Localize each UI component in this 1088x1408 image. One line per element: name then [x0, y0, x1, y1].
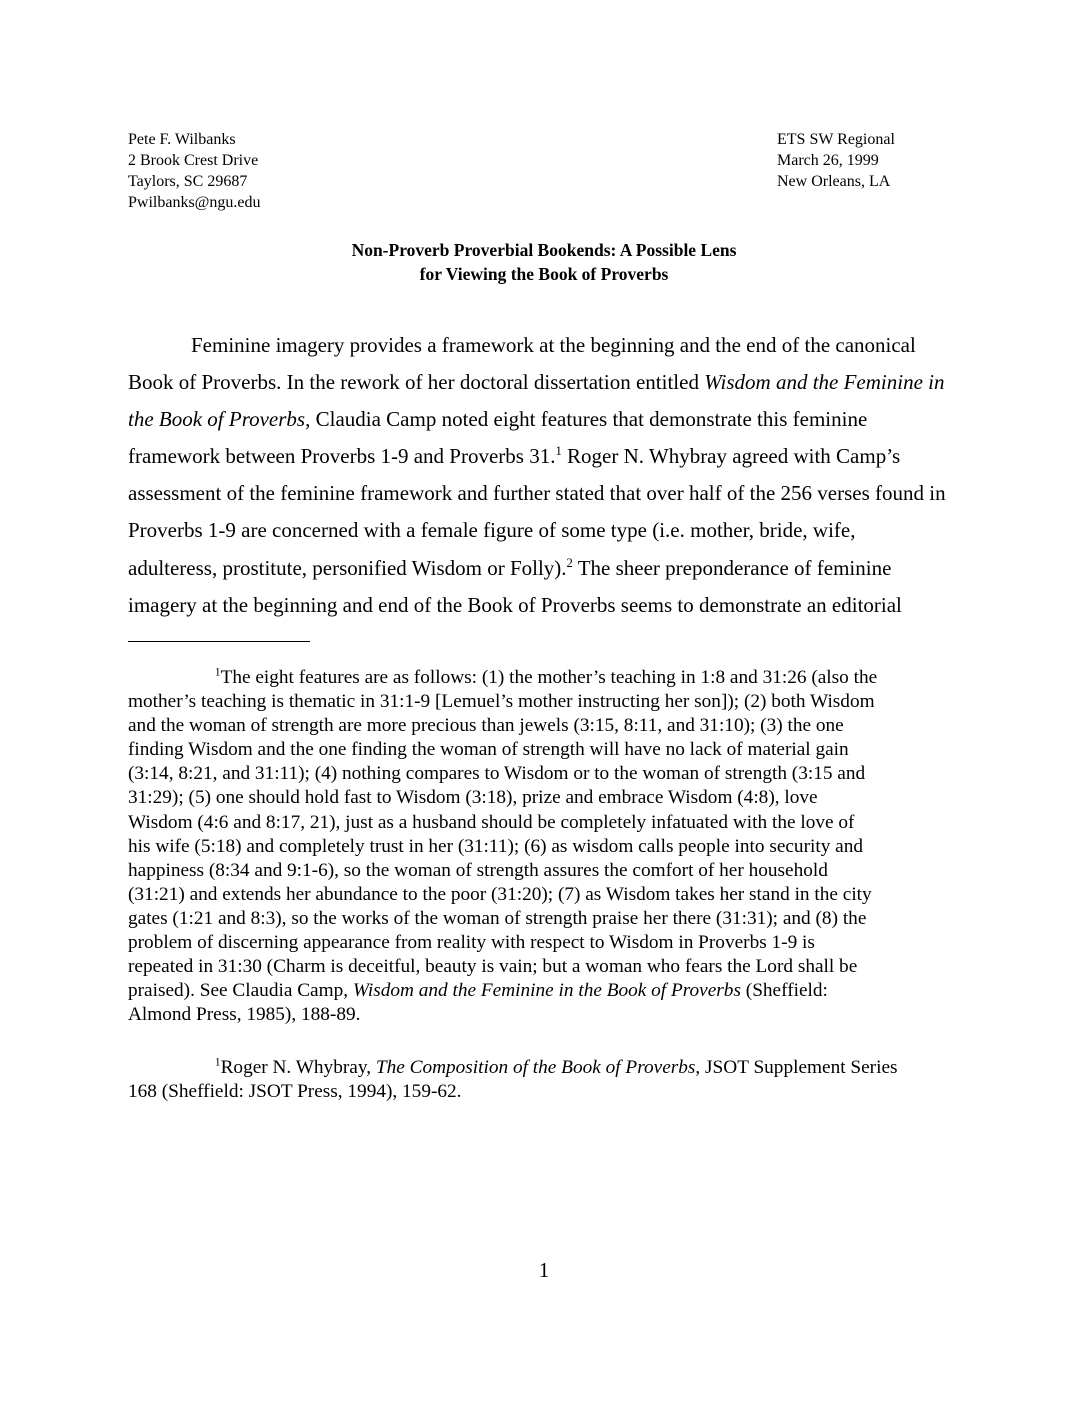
event-location: New Orleans, LA [777, 173, 891, 190]
text-run: (31:21) and extends her abundance to the poor (31:20); (7) as Wisdom takes her stand in the city [128, 883, 872, 905]
text-line [128, 587, 946, 624]
footnote-separator [128, 641, 310, 642]
text-line [128, 364, 946, 401]
text-run: gates (1:21 and 8:3), so the works of the woman of strength praise her there (31:31); and (8) the [128, 907, 867, 929]
text-line [128, 835, 877, 859]
text-line [128, 955, 877, 979]
text-run: praised). See Claudia Camp, [128, 980, 353, 1002]
text-run: Feminine imagery provides a framework at the beginning and the end of the canonical [128, 333, 916, 357]
author-email: Pwilbanks@ngu.edu [128, 194, 261, 211]
author-name: Pete F. Wilbanks [128, 131, 236, 148]
text-line [128, 690, 877, 714]
text-run: Proverbs 1-9 are concerned with a female figure of some type (i.e. mother, bride, wife, [128, 518, 856, 543]
text-line [128, 811, 877, 835]
text-run: The eight features are as follows: (1) the mother’s teaching in 1:8 and 31:26 (also the [220, 667, 878, 688]
text-line [128, 979, 877, 1003]
text-line [128, 512, 946, 549]
text-line [128, 550, 946, 587]
body-paragraph [128, 327, 946, 624]
text-run [128, 1057, 215, 1078]
text-run: , JSOT Supplement Series [695, 1057, 898, 1078]
text-line [128, 1080, 898, 1104]
author-street: 2 Brook Crest Drive [128, 152, 259, 169]
italic-text: Wisdom and the Feminine in the Book of Proverbs [352, 980, 741, 1002]
text-run: adulteress, prostitute, personified Wisdom or Folly). [128, 555, 567, 580]
text-line [128, 931, 877, 955]
title-line: for Viewing the Book of Proverbs [419, 264, 669, 284]
text-run: repeated in 31:30 (Charm is deceitful, beauty is vain; but a woman who fears the Lord shall be [128, 956, 858, 978]
text-line [128, 714, 877, 738]
text-line [128, 438, 946, 475]
text-run: imagery at the beginning and end of the Book of Proverbs seems to demonstrate an editorial [128, 592, 902, 617]
text-run: Roger N. Whybray agreed with Camp’s [561, 444, 901, 469]
footnote-marker: 2 [566, 555, 573, 570]
footnote-1 [128, 666, 877, 1027]
footnote-marker: 1 [214, 665, 221, 679]
author-block [128, 129, 261, 213]
text-line [128, 907, 877, 931]
text-line [128, 738, 877, 762]
paper-title [0, 238, 1088, 286]
italic-text: Wisdom and the Feminine in [704, 370, 945, 395]
italic-text: the Book of Proverbs, [128, 407, 311, 432]
text-line [128, 762, 877, 786]
footnote-marker: 1 [214, 1055, 221, 1069]
event-name: ETS SW Regional [777, 131, 895, 148]
text-run: Book of Proverbs. In the rework of her doctoral dissertation entitled [128, 370, 705, 395]
text-run: 168 (Sheffield: JSOT Press, 1994), 159-62. [128, 1081, 462, 1103]
text-run: Claudia Camp noted eight features that demonstrate this feminine [310, 407, 868, 432]
italic-text: The Composition of the Book of Proverbs [375, 1057, 696, 1078]
text-line [128, 401, 946, 438]
text-run [128, 667, 215, 688]
author-city: Taylors, SC 29687 [128, 173, 248, 190]
text-run: The sheer preponderance of feminine [572, 555, 892, 580]
text-run: framework between Proverbs 1-9 and Proverbs 31. [128, 444, 556, 469]
text-run: (3:14, 8:21, and 31:11); (4) nothing compares to Wisdom or to the woman of strength (3:15 and [128, 763, 866, 785]
text-run: assessment of the feminine framework and further stated that over half of the 256 verses found in [128, 481, 946, 506]
text-run: problem of discerning appearance from reality with respect to Wisdom in Proverbs 1-9 is [128, 932, 815, 954]
text-run: Roger N. Whybray, [220, 1057, 376, 1078]
text-line [128, 883, 877, 907]
text-run: 31:29); (5) one should hold fast to Wisdom (3:18), prize and embrace Wisdom (4:8), love [128, 787, 818, 809]
text-run: happiness (8:34 and 9:1-6), so the woman of strength assures the comfort of her household [128, 859, 828, 881]
text-line [128, 1056, 898, 1080]
text-run: and the woman of strength are more precious than jewels (3:15, 8:11, and 31:10); (3) the one [128, 715, 844, 737]
text-run: Almond Press, 1985), 188-89. [128, 1004, 361, 1026]
footnote-2 [128, 1056, 898, 1104]
event-block [777, 129, 895, 192]
text-run: mother’s teaching is thematic in 31:1-9 [Lemuel’s mother instructing her son]); (2) both Wisdom [128, 691, 875, 713]
text-line [128, 786, 877, 810]
text-line [128, 475, 946, 512]
text-line [128, 666, 877, 690]
page-number: 1 [538, 1258, 550, 1282]
text-run: his wife (5:18) and completely trust in her (31:11); (6) as wisdom calls people into security and [128, 835, 864, 857]
text-run: (Sheffield: [740, 980, 828, 1002]
text-run: finding Wisdom and the one finding the woman of strength will have no lack of material gain [128, 739, 849, 761]
text-line [128, 859, 877, 883]
text-line [128, 1003, 877, 1027]
event-date: March 26, 1999 [777, 152, 879, 169]
footnote-marker: 1 [555, 444, 562, 459]
title-line: Non-Proverb Proverbial Bookends: A Possible Lens [351, 240, 737, 260]
text-line [128, 327, 946, 364]
text-run: Wisdom (4:6 and 8:17, 21), just as a husband should be completely infatuated with the love of [128, 811, 855, 833]
